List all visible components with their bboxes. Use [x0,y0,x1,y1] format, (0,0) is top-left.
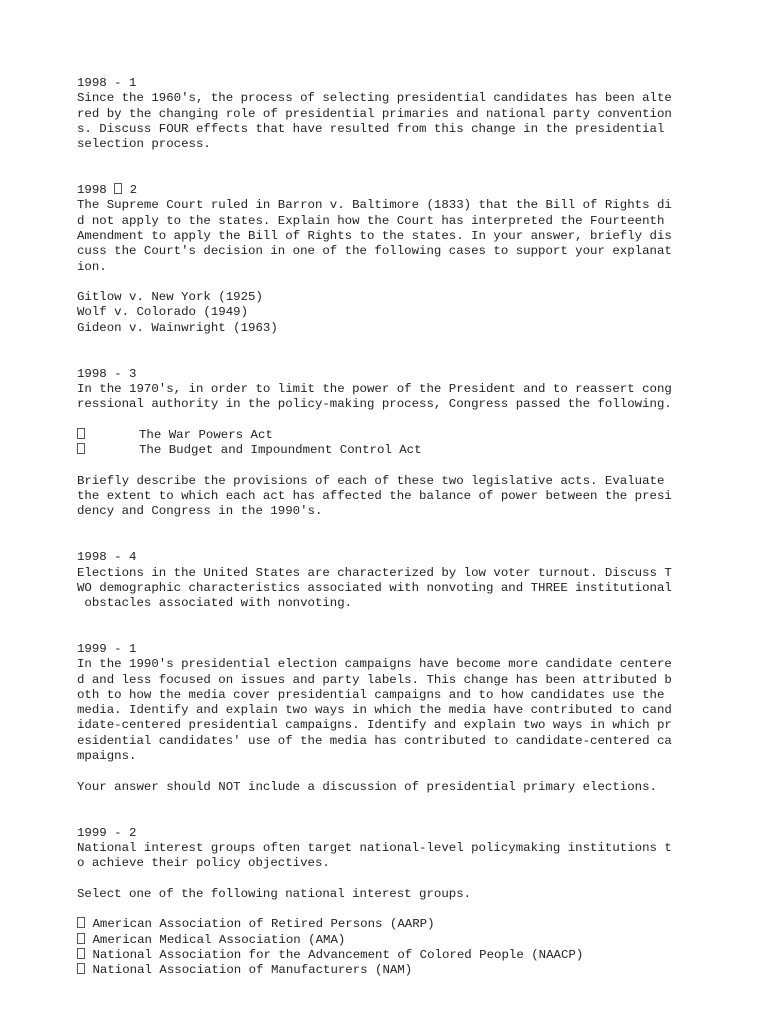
question-text-line: ressional authority in the policy-making process, Congress passed the following. [77,397,672,412]
question-text-line: ion. [77,259,107,274]
question-text-line: selection process. [77,137,211,152]
question-text-line: idate-centered presidential campaigns. Identify and explain two ways in which pr [77,718,672,733]
question-text-line: d not apply to the states. Explain how the Court has interpreted the Fourteenth [77,213,665,228]
question-text-line: red by the changing role of presidential primaries and national party convention [77,106,672,121]
question-number: 1998 - 3 [77,366,137,381]
document-page [77,76,697,979]
question-text-line: Amendment to apply the Bill of Rights to the states. In your answer, briefly dis [77,228,672,243]
group-label: American Association of Retired Persons (AARP) [92,917,435,932]
question-text-line: obstacles associated with nonvoting. [77,596,353,611]
question-text-line: In the 1990's presidential election campaigns have become more candidate centere [77,657,672,672]
group-item [77,963,697,978]
question-number: 1999 - 2 [77,825,137,840]
question-1998-3 [77,367,697,520]
group-item [77,933,697,948]
bullet-icon [77,963,85,974]
question-text-line: o achieve their policy objectives. [77,856,330,871]
question-text-line: esidential candidates' use of the media has contributed to candidate-centered ca [77,733,672,748]
question-text-line: The Supreme Court ruled in Barron v. Baltimore (1833) that the Bill of Rights di [77,198,672,213]
question-text-line: National interest groups often target national-level policymaking institutions t [77,840,672,855]
question-text-line: d and less focused on issues and party labels. This change has been attributed b [77,672,672,687]
question-text-line: Since the 1960's, the process of selecting presidential candidates has been alte [77,91,672,106]
missing-glyph-icon [114,183,122,194]
question-number-suffix: 2 [122,183,138,198]
question-number-prefix: 1998 [77,183,115,198]
question-text-line: Briefly describe the provisions of each of these two legislative acts. Evaluate [77,473,665,488]
bullet-icon [77,428,85,439]
act-item [77,443,697,458]
question-1998-1 [77,76,697,152]
question-text-line: In the 1970's, in order to limit the power of the President and to reassert cong [77,381,672,396]
question-text-line: mpaigns. [77,749,137,764]
case-item: Gitlow v. New York (1925) [77,290,263,305]
bullet-icon [77,933,85,944]
question-1998-4 [77,550,697,611]
question-text-line: cuss the Court's decision in one of the following cases to support your explanat [77,244,672,259]
question-text-line: media. Identify and explain two ways in which the media have contributed to cand [77,703,672,718]
act-item [77,428,697,443]
question-number [77,183,697,198]
question-text-line: dency and Congress in the 1990's. [77,504,323,519]
group-item [77,917,697,932]
question-text-line: the extent to which each act has affected the balance of power between the presi [77,489,672,504]
group-label: National Association of Manufacturers (NAM) [92,963,413,978]
group-item [77,948,697,963]
question-1999-1 [77,642,697,795]
act-label: The Budget and Impoundment Control Act [139,443,422,458]
question-number: 1998 - 4 [77,550,137,565]
case-item: Gideon v. Wainwright (1963) [77,320,278,335]
question-1998-2 [77,183,697,336]
bullet-icon [77,443,85,454]
question-note: Your answer should NOT include a discussion of presidential primary elections. [77,779,657,794]
question-number: 1999 - 1 [77,641,137,656]
question-number: 1998 - 1 [77,76,137,90]
case-item: Wolf v. Colorado (1949) [77,305,249,320]
question-text-line: s. Discuss FOUR effects that have resulted from this change in the presidential [77,121,665,136]
bullet-icon [77,917,85,928]
act-label: The War Powers Act [139,427,273,442]
question-text-line: WO demographic characteristics associated with nonvoting and THREE institutional [77,580,672,595]
bullet-icon [77,948,85,959]
group-label: American Medical Association (AMA) [92,932,346,947]
group-label: National Association for the Advancement of Colored People (NAACP) [92,947,584,962]
question-instruction: Select one of the following national interest groups. [77,886,472,901]
question-text-line: Elections in the United States are characterized by low voter turnout. Discuss T [77,565,672,580]
question-1999-2 [77,826,697,979]
question-text-line: oth to how the media cover presidential campaigns and to how candidates use the [77,687,665,702]
